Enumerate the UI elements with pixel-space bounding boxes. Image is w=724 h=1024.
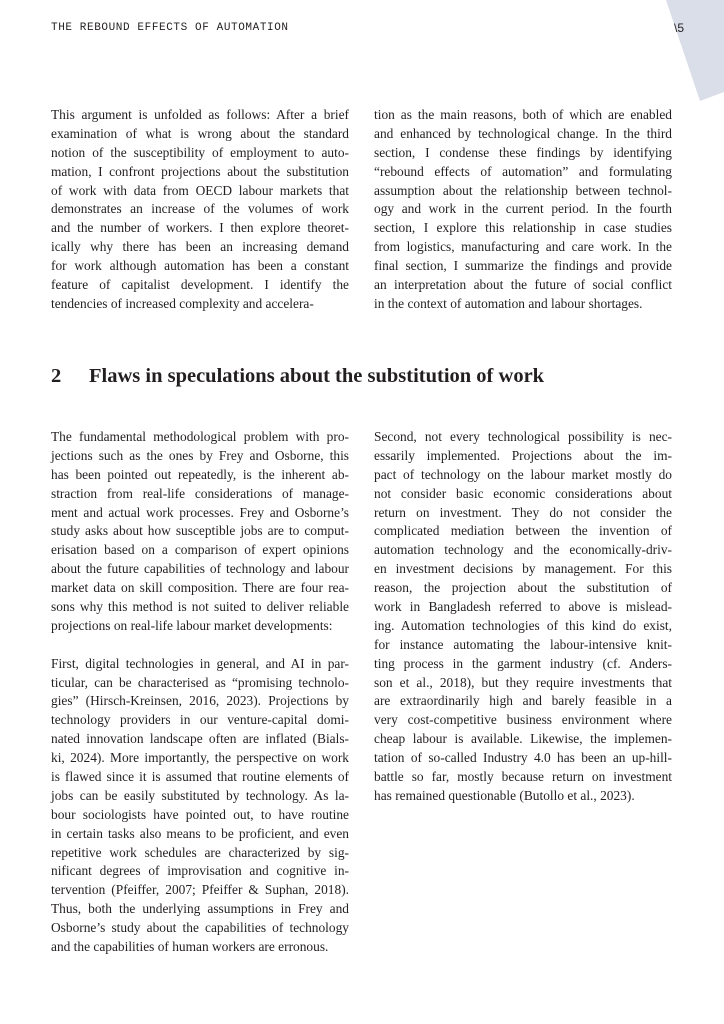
running-title: THE REBOUND EFFECTS OF AUTOMATION bbox=[51, 22, 289, 34]
text-line: ting process in the garment industry (cf. Anders- bbox=[374, 655, 672, 671]
text-line: jobs can be easily substituted by technology. As la- bbox=[51, 787, 349, 803]
text-line: and the number of workers. I then explore theoret- bbox=[51, 220, 349, 236]
text-line: sons why this method is not suited to deliver reliable bbox=[51, 599, 349, 615]
text-line: jections such as the ones by Frey and Osborne, this bbox=[51, 447, 349, 463]
text-line: The fundamental methodological problem with pro- bbox=[51, 429, 349, 444]
text-line: an interpretation about the future of social conflict bbox=[374, 277, 672, 293]
section-number: 2 bbox=[51, 365, 62, 387]
text-line: projections on real-life labour market developments: bbox=[51, 617, 333, 633]
text-line: repetitive work schedules are characterized by sig- bbox=[51, 844, 349, 860]
text-line: reason, the projection about the substitution of bbox=[374, 580, 672, 596]
text-line: “rebound effects of automation” and formulating bbox=[374, 163, 672, 179]
text-line: en investment decisions by management. For this bbox=[374, 561, 672, 577]
body-right-column bbox=[374, 428, 672, 806]
text-line: nificant degrees of improvisation and cognitive in- bbox=[51, 863, 349, 879]
text-line: of work with data from OECD labour markets that bbox=[51, 182, 349, 198]
page-number: \5 bbox=[674, 21, 685, 35]
body-paragraph bbox=[51, 428, 349, 636]
text-line: section, I condense these findings by identifying bbox=[374, 144, 672, 160]
text-line: in the context of automation and labour shortages. bbox=[374, 295, 643, 311]
text-line: tation of so-called Industry 4.0 has been an up-hill- bbox=[374, 750, 672, 766]
body-paragraph bbox=[374, 428, 672, 806]
text-line: tervention (Pfeiffer, 2007; Pfeiffer & Suphan, 2018). bbox=[51, 882, 349, 898]
text-line: about the future capabilities of technology and labour bbox=[51, 561, 349, 577]
text-line: ogy and work in the current period. In the fourth bbox=[374, 201, 672, 217]
text-line: tendencies of increased complexity and accelera- bbox=[51, 295, 314, 311]
text-line: pact of technology on the labour market mostly do bbox=[374, 466, 672, 482]
text-line: examination of what is wrong about the standard bbox=[51, 125, 349, 141]
text-line: Thus, both the underlying assumptions in Frey and bbox=[51, 901, 349, 917]
text-line: return on investment. They do not consider the bbox=[374, 504, 672, 520]
text-line: Osborne’s study about the capabilities of technology bbox=[51, 920, 349, 936]
text-line: and enhanced by technological change. In the third bbox=[374, 125, 672, 141]
text-line: Second, not every technological possibility is nec- bbox=[374, 429, 672, 444]
body-paragraph bbox=[51, 655, 349, 957]
text-line: study asks about how susceptible jobs are to comput- bbox=[51, 523, 349, 539]
section-heading bbox=[51, 365, 544, 388]
text-line: ment and actual work processes. Frey and Osborne’s bbox=[51, 504, 349, 520]
text-line: battle so far, mostly because return on investment bbox=[374, 769, 672, 785]
body-left-column bbox=[51, 428, 349, 957]
text-line: has been pointed out repeatedly, is the inherent ab- bbox=[51, 466, 349, 482]
text-line: for work although automation has been a constant bbox=[51, 258, 349, 274]
text-line: for instance automating the labour-intensive knit- bbox=[374, 636, 672, 652]
text-line: automation technology and the economically-driv- bbox=[374, 542, 672, 558]
text-line: market data on skill composition. There are four rea- bbox=[51, 580, 349, 596]
text-line: from logistics, manufacturing and care work. In the bbox=[374, 239, 672, 255]
text-line: erisation based on a comparison of expert opinions bbox=[51, 542, 349, 558]
text-line: complicated mediation between the invention of bbox=[374, 523, 672, 539]
text-line: in certain tasks also means to be proficient, and even bbox=[51, 825, 349, 841]
text-line: son et al., 2018), but they require investments that bbox=[374, 674, 672, 690]
section-title: Flaws in speculations about the substitution of work bbox=[89, 365, 545, 387]
text-line: very cost-competitive business environment where bbox=[374, 712, 672, 728]
text-line: mation, I confront projections about the substitution bbox=[51, 163, 349, 179]
intro-right-column bbox=[374, 106, 672, 314]
text-line: First, digital technologies in general, and AI in par- bbox=[51, 655, 349, 671]
text-line: work in Bangladesh referred to above is mislead- bbox=[374, 599, 672, 615]
text-line: not consider basic economic considerations about bbox=[374, 485, 672, 501]
text-line: tion as the main reasons, both of which are enabled bbox=[374, 107, 672, 122]
text-line: are extraordinarily high and barely feasible in a bbox=[374, 693, 672, 709]
text-line: has remained questionable (Butollo et al., 2023). bbox=[374, 787, 635, 803]
text-line: ing. Automation technologies of this kind do exist, bbox=[374, 617, 672, 633]
text-line: cheap labour is available. Likewise, the implemen- bbox=[374, 731, 672, 747]
text-line: ticular, can be characterised as “promising technolo- bbox=[51, 674, 349, 690]
intro-left-column bbox=[51, 106, 349, 314]
text-line: is flawed since it is assumed that routine elements of bbox=[51, 769, 349, 785]
text-line: and the capabilities of human workers are erronous. bbox=[51, 939, 329, 955]
text-line: section, I explore this relationship in case studies bbox=[374, 220, 672, 236]
text-line: feature of capitalist development. I identify the bbox=[51, 277, 349, 293]
text-line: assumption about the relationship between technol- bbox=[374, 182, 672, 198]
intro-paragraph-right bbox=[374, 106, 672, 314]
text-line: essarily implemented. Projections about the im- bbox=[374, 447, 672, 463]
text-line: technology providers in our venture-capital domi- bbox=[51, 712, 349, 728]
text-line: demonstrates an increase of the volumes of work bbox=[51, 201, 349, 217]
text-line: gies” (Hirsch-Kreinsen, 2016, 2023). Projections by bbox=[51, 693, 349, 709]
text-line: ki, 2024). More importantly, the perspective on work bbox=[51, 750, 349, 766]
text-line: straction from real-life considerations of manage- bbox=[51, 485, 349, 501]
text-line: nated innovation landscape often are inflated (Bials- bbox=[51, 731, 349, 747]
intro-paragraph-left bbox=[51, 106, 349, 314]
text-line: This argument is unfolded as follows: After a brief bbox=[51, 107, 349, 122]
text-line: final section, I summarize the findings and provide bbox=[374, 258, 672, 274]
text-line: bour sociologists have pointed out, to have routine bbox=[51, 806, 349, 822]
text-line: ically why there has been an increasing demand bbox=[51, 239, 349, 255]
text-line: notion of the susceptibility of employment to auto- bbox=[51, 144, 349, 160]
corner-accent-shape bbox=[0, 0, 724, 110]
